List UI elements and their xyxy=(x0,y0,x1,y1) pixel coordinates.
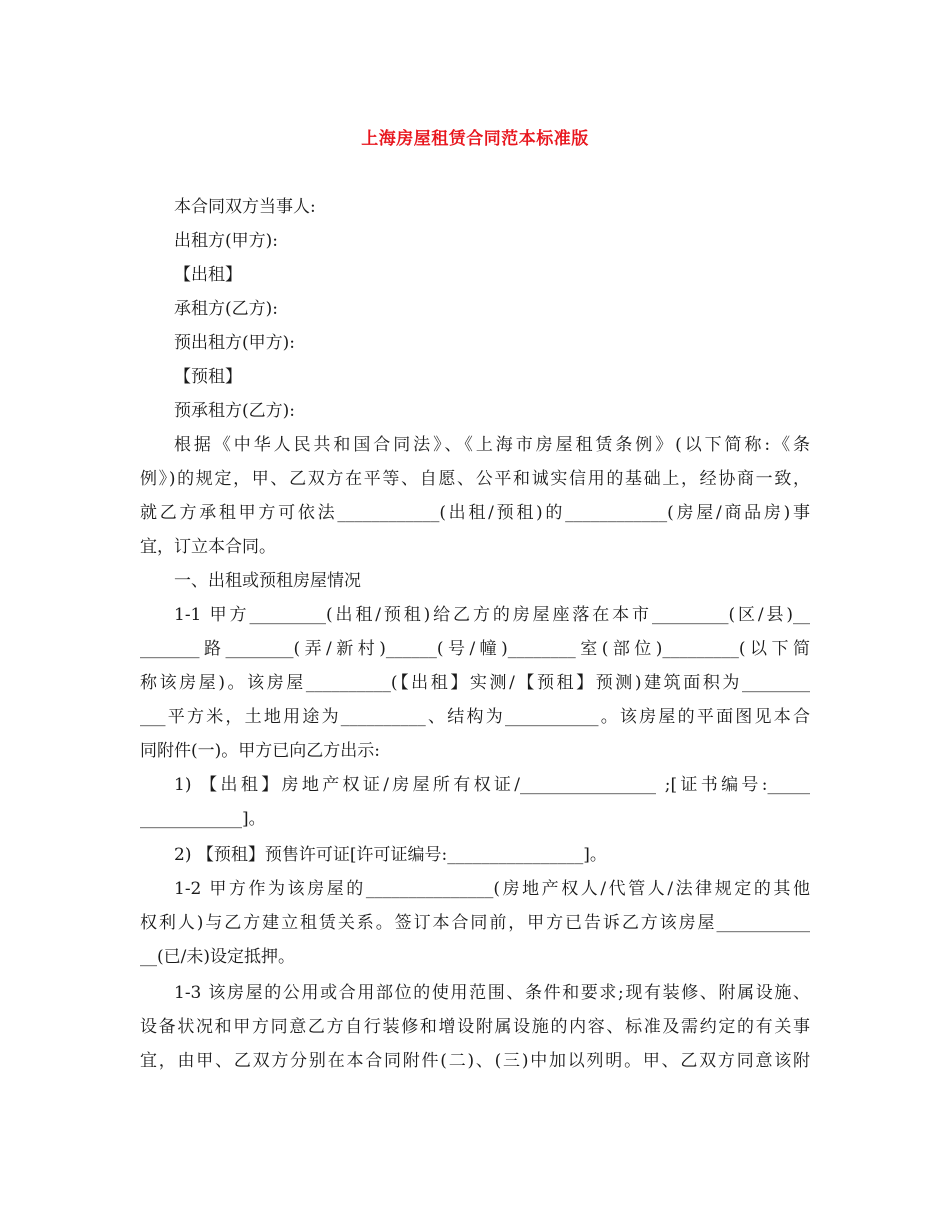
paragraph-line: 就乙方承租甲方可依法____________(出租/预租)的____________(房屋/商品房)事 xyxy=(140,503,810,523)
paragraph-line: 【出租】 xyxy=(174,265,242,285)
section-heading: 一、出租或预租房屋情况 xyxy=(174,571,361,591)
paragraph-line: 出租方(甲方): xyxy=(174,231,278,251)
paragraph-line: ___平方米，土地用途为__________、结构为___________。该房屋的平面图见本合 xyxy=(140,707,810,727)
paragraph-line: 称该房屋)。该房屋__________(【出租】实测/【预租】预测)建筑面积为________ xyxy=(140,673,810,693)
paragraph-line: 本合同双方当事人: xyxy=(174,197,316,217)
paragraph-line: __(已/未)设定抵押。 xyxy=(140,947,295,967)
paragraph-line: 1-1 甲方_________(出租/预租)给乙方的房屋座落在本市_________(区/县)__ xyxy=(174,605,810,625)
paragraph-line: 设备状况和甲方同意乙方自行装修和增设附属设施的内容、标准及需约定的有关事 xyxy=(140,1017,810,1037)
paragraph-line: 1-2 甲方作为该房屋的_______________(房地产权人/代管人/法律规定的其他 xyxy=(174,879,810,899)
paragraph-line: _______路________(弄/新村)______(号/幢)________室(部位)_________(以下简 xyxy=(140,639,810,659)
paragraph-line: 承租方(乙方): xyxy=(174,299,278,319)
paragraph-line: 同附件(一)。甲方已向乙方出示: xyxy=(140,741,380,761)
paragraph-line: 1) 【出租】房地产权证/房屋所有权证/________________ ;[证书编号:_____ xyxy=(174,775,810,795)
document-body xyxy=(140,190,810,1078)
paragraph-line: 权利人)与乙方建立租赁关系。签订本合同前，甲方已告诉乙方该房屋___________ xyxy=(140,913,810,933)
paragraph-line: 根据《中华人民共和国合同法》、《上海市房屋租赁条例》(以下简称:《条 xyxy=(174,435,810,455)
paragraph-line: 2) 【预租】预售许可证[许可证编号:________________]。 xyxy=(174,845,607,865)
paragraph-line: ____________]。 xyxy=(140,809,266,829)
document-title: 上海房屋租赁合同范本标准版 xyxy=(361,129,589,149)
paragraph-line: 预承租方(乙方): xyxy=(174,401,295,421)
paragraph-line: 例》)的规定，甲、乙双方在平等、自愿、公平和诚实信用的基础上，经协商一致， xyxy=(140,469,810,489)
paragraph-line: 1-3 该房屋的公用或合用部位的使用范围、条件和要求;现有装修、附属设施、 xyxy=(174,983,810,1003)
paragraph-line: 宜，订立本合同。 xyxy=(140,537,276,557)
paragraph-line: 宜，由甲、乙双方分别在本合同附件(二)、(三)中加以列明。甲、乙双方同意该附 xyxy=(140,1051,810,1071)
paragraph-line: 预出租方(甲方): xyxy=(174,333,295,353)
paragraph-line: 【预租】 xyxy=(174,367,242,387)
